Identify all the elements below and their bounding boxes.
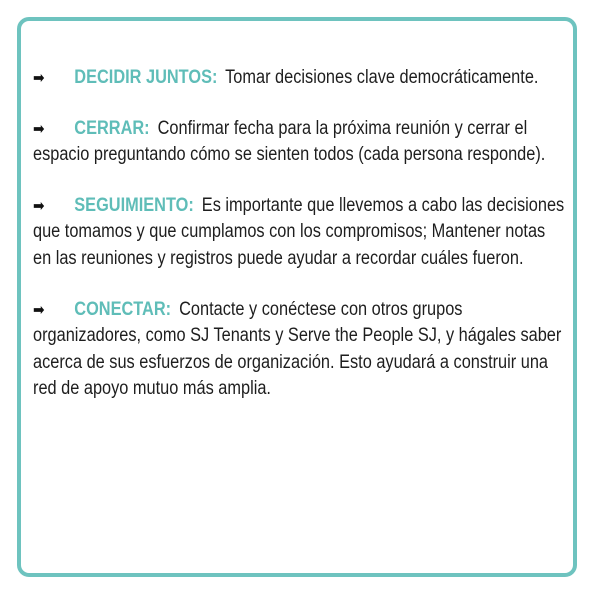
arrow-right-icon: ➡: [33, 197, 45, 215]
list-item-decidir-juntos: [33, 65, 566, 92]
item-text: Es importante que llevemos a cabo las decisiones que tomamos y que cumplamos con los compromisos; Mantener notas en las reuniones y registros puede ayudar a recordar cuáles fueron.: [33, 194, 565, 269]
item-term: CONECTAR:: [74, 298, 172, 320]
list-item-seguimiento: [33, 193, 566, 273]
item-text: Tomar decisiones clave democráticamente.: [225, 67, 539, 88]
card-content: [33, 65, 566, 427]
arrow-right-icon: ➡: [33, 301, 45, 319]
item-term: CERRAR:: [74, 117, 150, 139]
item-text: Contacte y conéctese con otros grupos organizadores, como SJ Tenants y Serve the People SJ, y hágales saber acerca de sus esfuerzos de organización. Esto ayudará a construir una red de apoyo mutuo más amplia.: [33, 298, 562, 400]
list-item-cerrar: [33, 116, 566, 169]
arrow-right-icon: ➡: [33, 120, 45, 138]
info-card: [17, 17, 577, 577]
list-item-conectar: [33, 297, 566, 403]
item-text: Confirmar fecha para la próxima reunión y cerrar el espacio preguntando cómo se sienten todos (cada persona responde).: [33, 117, 546, 166]
item-term: DECIDIR JUNTOS:: [74, 67, 218, 88]
item-term: SEGUIMIENTO:: [74, 194, 194, 216]
arrow-right-icon: ➡: [33, 70, 45, 87]
